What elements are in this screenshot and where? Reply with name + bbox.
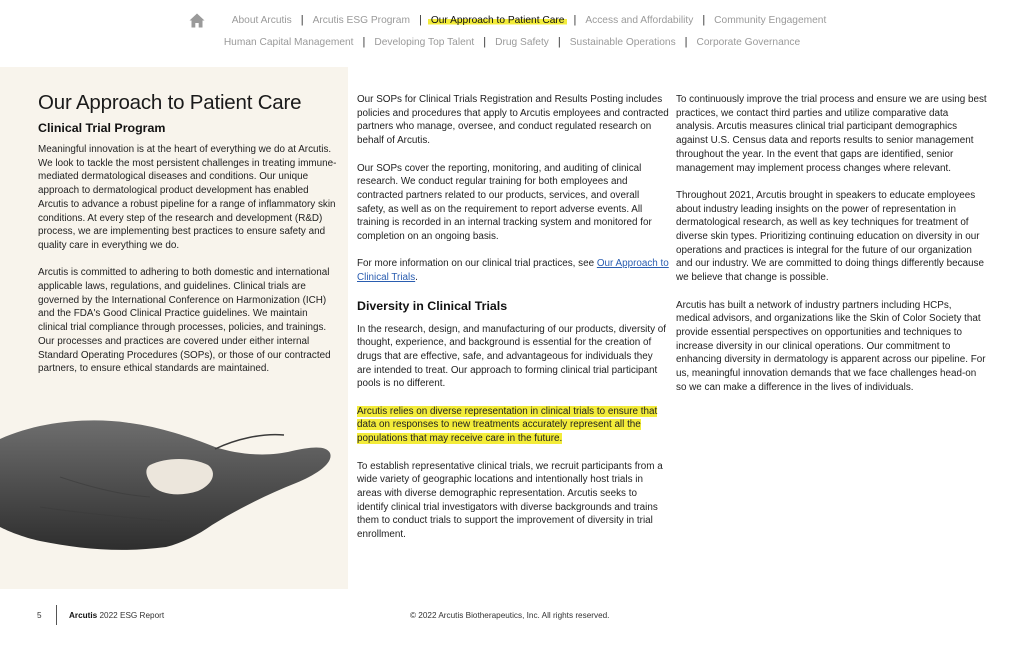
- content-column-middle: [357, 93, 669, 555]
- home-icon[interactable]: [189, 13, 205, 28]
- nav-human-capital-management[interactable]: Human Capital Management: [223, 36, 354, 48]
- nav-separator: |: [362, 36, 366, 48]
- left-panel: [0, 67, 348, 589]
- nav-separator: |: [573, 14, 577, 26]
- nav-separator: |: [702, 14, 706, 26]
- paragraph-diversity-thought: In the research, design, and manufacturing of our products, diversity of thought, experience, and background is essential for the creation of drugs that are effective, safe, and advantageous for individuals they are intended to treat. Our approach to forming clinical trial participant pools is no different.: [357, 323, 667, 390]
- left-paragraph: Arcutis is committed to adhering to both domestic and international applicable laws, regulations, and guidelines. Clinical trials are governed by the International Conference on Harmonization (ICH) and the FDA's Good Clinical Practice guidelines. We maintain clinical trial compliance through processes, policies, and trainings. Our processes and practices are covered under either internal Standard Operating Procedures (SOPs), or those of our contracted partners, to ensure ethical standards are maintained.: [38, 267, 331, 375]
- left-body-text: [38, 143, 338, 390]
- footer: [0, 602, 1024, 630]
- paragraph-continuous-improvement: To continuously improve the trial process and ensure we are using best practices, we contact third parties and utilize comparative data analysis. Arcutis measures clinical trial participant demographics against U.S. Census data and reports results to senior management throughout the year. In the event that gaps are identified, senior management may implement process changes where relevant.: [676, 94, 987, 174]
- paragraph-representative-trials: To establish representative clinical trials, we recruit participants from a wide variety of geographic locations and intentionally host trials in areas with diverse demographic representation. Arcutis seeks to identify clinical trial investigators with diverse backgrounds and trains them to conduct trials to support the improvement of diversity in trial enrollment.: [357, 460, 663, 541]
- nav-separator: |: [483, 36, 487, 48]
- clinical-trials-link[interactable]: Our Approach to Clinical Trials: [357, 258, 669, 284]
- nav-drug-safety[interactable]: Drug Safety: [495, 36, 549, 48]
- footer-divider: [56, 605, 57, 625]
- open-hand-photo: [0, 417, 340, 557]
- nav-sustainable-operations[interactable]: Sustainable Operations: [569, 36, 676, 48]
- page-number: 5: [37, 611, 42, 620]
- nav-about-arcutis[interactable]: About Arcutis: [231, 14, 292, 26]
- paragraph-industry-partners: Arcutis has built a network of industry partners including HCPs, medical advisors, and organizations like the Skin of Color Society that provide essential perspectives on opportunities and techniques to increase diversity in our clinical operations. Our commitment to enhancing diversity in dermatology is apparent across our pipeline. For us, meaningful innovation demands that we face challenges head-on so we can make a difference in the lives of individuals.: [676, 299, 986, 393]
- more-info-text: For more information on our clinical trial practices, see: [357, 258, 597, 270]
- copyright: © 2022 Arcutis Biotherapeutics, Inc. All rights reserved.: [410, 611, 610, 620]
- paragraph-highlight-quote: [357, 405, 669, 446]
- page-title: Our Approach to Patient Care: [38, 91, 302, 114]
- heading-diversity-in-clinical-trials: Diversity in Clinical Trials: [357, 298, 508, 313]
- nav-separator: |: [684, 36, 688, 48]
- highlighted-quote: Arcutis relies on diverse representation in clinical trials to ensure that data on responses to new treatments accurately represent all the populations that may receive care in the future.: [357, 405, 658, 445]
- paragraph-sops-registration: Our SOPs for Clinical Trials Registration and Results Posting includes policies and procedures that apply to Arcutis employees and contracted partners who manage, oversee, and conduct regulated research on behalf of Arcutis.: [357, 94, 669, 147]
- nav-separator: |: [300, 14, 304, 26]
- nav-row-2: [0, 34, 1024, 50]
- nav-developing-top-talent[interactable]: Developing Top Talent: [374, 36, 475, 48]
- paragraph-speakers-2021: Throughout 2021, Arcutis brought in speakers to educate employees about industry leading insights on the power of representation in dermatological research, as well as key techniques for treatment of diverse skin types. Prioritizing continuing education on diversity in our operations and practices is integral for the future of our organization and our industry. We are committed to doing things differently because we believe that change is possible.: [676, 189, 984, 284]
- paragraph-sops-reporting: Our SOPs cover the reporting, monitoring, and auditing of clinical research. We conduct regular training for both employees and contracted partners related to our products, services, and overall safety, as well as on the requirement to report adverse events. All training is recorded in an internal tracking system and monitored for completion on an ongoing basis.: [357, 162, 652, 243]
- nav-row-1: [0, 12, 1024, 28]
- nav-corporate-governance[interactable]: Corporate Governance: [696, 36, 801, 48]
- nav-access-and-affordability[interactable]: Access and Affordability: [585, 14, 694, 26]
- paragraph-more-info: [357, 257, 669, 284]
- content-column-right: [676, 93, 988, 408]
- top-navigation: [0, 0, 1024, 60]
- section-title-clinical-trial-program: Clinical Trial Program: [38, 121, 166, 135]
- footer-report-title: 2022 ESG Report: [97, 611, 165, 620]
- left-paragraph: Meaningful innovation is at the heart of everything we do at Arcutis. We look to tackle the most persistent challenges in treating immune-mediated dermatological diseases and conditions. Our unique approach to dermatological product development has enabled Arcutis to advance a robust pipeline for a range of inflammatory skin conditions. At every step of the research and development (R&D) process, we are implementing best practices to ensure safety and quality care in everything we do.: [38, 144, 337, 251]
- nav-separator: |: [557, 36, 561, 48]
- nav-arcutis-esg-program[interactable]: Arcutis ESG Program: [312, 14, 410, 26]
- footer-brand: Arcutis: [69, 611, 98, 620]
- report-name: [69, 611, 164, 620]
- more-info-period: .: [415, 272, 418, 284]
- nav-separator: |: [418, 14, 422, 26]
- nav-community-engagement[interactable]: Community Engagement: [714, 14, 827, 26]
- nav-our-approach-to-patient-care[interactable]: Our Approach to Patient Care: [428, 15, 568, 26]
